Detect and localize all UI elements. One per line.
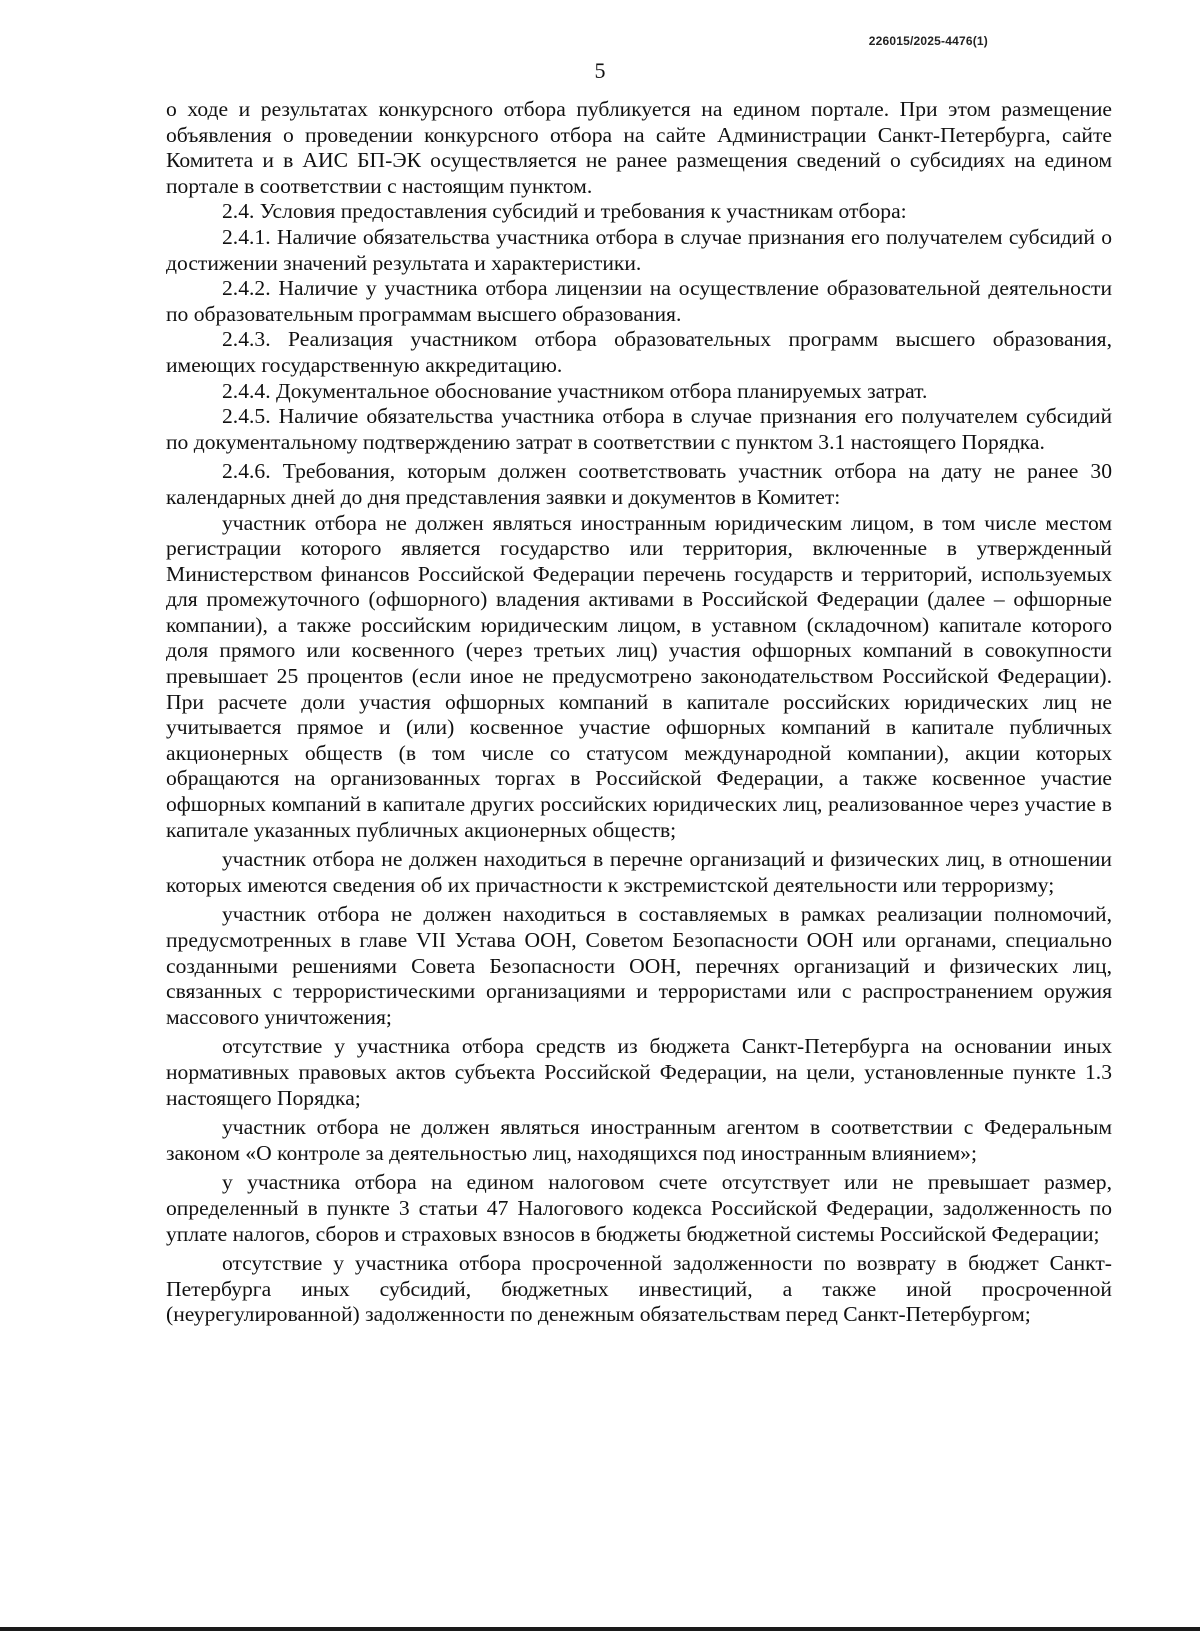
requirement-offshore: участник отбора не должен являться иностранным юридическим лицом, в том числе местом регистрации которого является государство или территория, включенные в утвержденный Министерством финансов Российской Федерации перечень государств и территорий, используемых для промежуточного (офшорного) владения активами в Российской Федерации (далее – офшорные компании), а также российским юридическим лицом, в уставном (складочном) капитале которого доля прямого или косвенного (через третьих лиц) участия офшорных компаний в совокупности превышает 25 процентов (если иное не предусмотрено законодательством Российской Федерации). При расчете доли участия офшорных компаний в капитале российских юридических лиц не учитывается прямое и (или) косвенное участие офшорных компаний в капитале публичных акционерных обществ (в том числе со статусом международной компании), акции которых обращаются на организованных торгах в Российской Федерации, а также косвенное участие офшорных компаний в капитале других российских юридических лиц, реализованное через участие в капитале указанных публичных акционерных обществ; xyxy=(166,510,1112,842)
requirement-tax-debt: у участника отбора на едином налоговом счете отсутствует или не превышает размер, определенный в пункте 3 статьи 47 Налогового кодекса Российской Федерации, задолженность по уплате налогов, сборов и страховых взносов в бюджеты бюджетной системы Российской Федерации; xyxy=(166,1170,1112,1246)
scan-bottom-edge xyxy=(0,1627,1200,1631)
paragraph-continuation: о ходе и результатах конкурсного отбора публикуется на едином портале. При этом размещение объявления о проведении конкурсного отбора на сайте Администрации Санкт-Петербурга, сайте Комитета и в АИС БП-ЭК осуществляется не ранее размещения сведений о субсидиях на едином портале в соответствии с настоящим пунктом. xyxy=(166,97,1112,198)
paragraph-2-4-5: 2.4.5. Наличие обязательства участника отбора в случае признания его получателем субсидий по документальному подтверждению затрат в соответствии с пунктом 3.1 настоящего Порядка. xyxy=(166,404,1112,454)
document-registration-number: 226015/2025-4476(1) xyxy=(868,34,988,48)
paragraph-2-4-2: 2.4.2. Наличие у участника отбора лицензии на осуществление образовательной деятельности по образовательным программам высшего образования. xyxy=(166,276,1112,326)
requirement-extremism-list: участник отбора не должен находиться в перечне организаций и физических лиц, в отношении которых имеются сведения об их причастности к экстремистской деятельности или терроризму; xyxy=(166,847,1112,897)
paragraph-2-4-1: 2.4.1. Наличие обязательства участника отбора в случае признания его получателем субсидий о достижении значений результата и характеристики. xyxy=(166,224,1112,275)
paragraph-2-4: 2.4. Условия предоставления субсидий и требования к участникам отбора: xyxy=(222,199,907,224)
requirement-foreign-agent: участник отбора не должен являться иностранным агентом в соответствии с Федеральным законом «О контроле за деятельностью лиц, находящихся под иностранным влиянием»; xyxy=(166,1115,1112,1165)
document-body xyxy=(166,97,1112,1328)
paragraph-2-4-4: 2.4.4. Документальное обоснование участником отбора планируемых затрат. xyxy=(222,378,928,403)
requirement-no-budget-funds: отсутствие у участника отбора средств из бюджета Санкт-Петербурга на основании иных нормативных правовых актов субъекта Российской Федерации, на цели, установленные пункте 1.3 настоящего Порядка; xyxy=(166,1034,1112,1110)
page-number: 5 xyxy=(594,58,606,83)
paragraph-2-4-3: 2.4.3. Реализация участником отбора образовательных программ высшего образования, имеющих государственную аккредитацию. xyxy=(166,327,1112,377)
requirement-overdue-debt: отсутствие у участника отбора просроченной задолженности по возврату в бюджет Санкт-Петербурга иных субсидий, бюджетных инвестиций, а также иной просроченной (неурегулированной) задолженности по денежным обязательствам перед Санкт-Петербургом; xyxy=(166,1251,1112,1327)
paragraph-2-4-6: 2.4.6. Требования, которым должен соответствовать участник отбора на дату не ранее 30 календарных дней до дня представления заявки и документов в Комитет: xyxy=(166,459,1112,509)
requirement-un-list: участник отбора не должен находиться в составляемых в рамках реализации полномочий, предусмотренных в главе VII Устава ООН, Советом Безопасности ООН или органами, специально созданными решениями Совета Безопасности ООН, перечнях организаций и физических лиц, связанных с террористическими организациями и террористами или с распространением оружия массового уничтожения; xyxy=(166,902,1112,1029)
